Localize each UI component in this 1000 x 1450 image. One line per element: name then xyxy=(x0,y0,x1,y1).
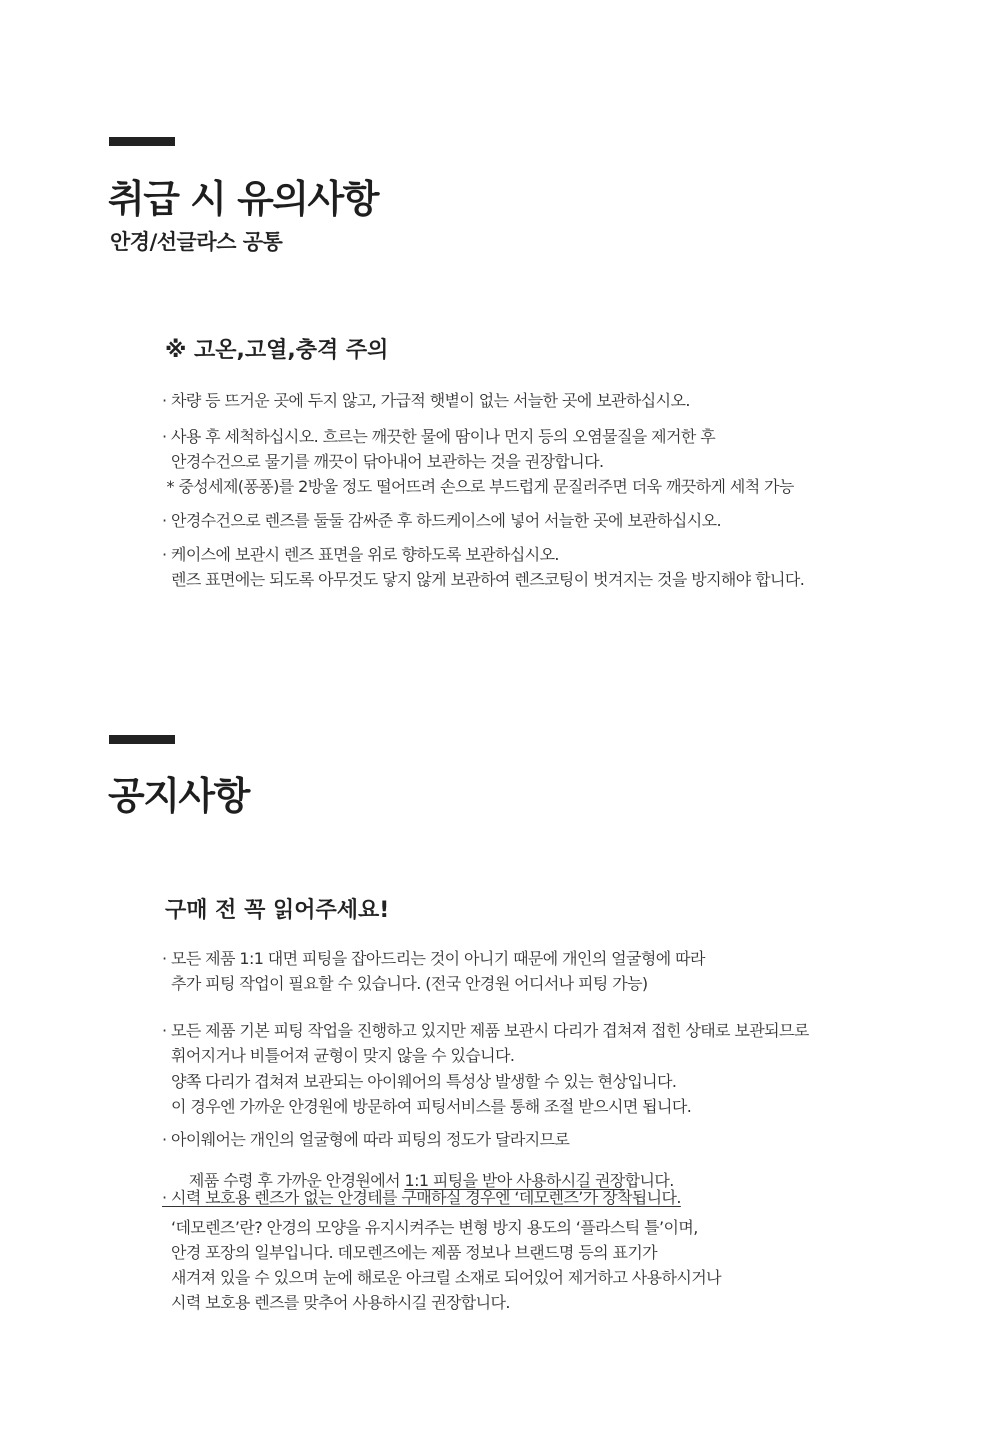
list-item: · 아이웨어는 개인의 얼굴형에 따라 피팅의 정도가 달라지므로 xyxy=(162,1130,570,1149)
handling-heading: ※ 고온,고열,충격 주의 xyxy=(165,338,389,363)
list-item: 이 경우엔 가까운 안경원에 방문하여 피팅서비스를 통해 조절 받으시면 됩니다. xyxy=(162,1097,692,1116)
list-item: · 모든 제품 1:1 대면 피팅을 잡아드리는 것이 아니기 때문에 개인의 얼굴형에 따라 xyxy=(162,949,705,968)
notice-title: 공지사항 xyxy=(108,774,249,818)
receipt-text-after: 합니다. xyxy=(624,1171,674,1190)
list-item: · 모든 제품 기본 피팅 작업을 진행하고 있지만 제품 보관시 다리가 겹쳐져 접힌 상태로 보관되므로 xyxy=(162,1021,809,1040)
list-item: 새겨져 있을 수 있으며 눈에 해로운 아크릴 소재로 되어있어 제거하고 사용하시거나 xyxy=(162,1268,721,1287)
list-item: 시력 보호용 렌즈를 맞추어 사용하시길 권장합니다. xyxy=(162,1293,510,1312)
section-divider-bar xyxy=(109,137,175,146)
list-item: · 케이스에 보관시 렌즈 표면을 위로 향하도록 보관하십시오. xyxy=(162,545,559,564)
list-item: · 사용 후 세척하십시오. 흐르는 깨끗한 물에 땀이나 먼지 등의 오염물질을 제거한 후 xyxy=(162,427,716,446)
section-divider-bar xyxy=(109,735,175,744)
fitting-recommendation-underlined: 1:1 피팅을 받아 사용하시길 권장 xyxy=(404,1171,625,1190)
handling-title: 취급 시 유의사항 xyxy=(108,177,378,221)
list-item: · 안경수건으로 렌즈를 둘둘 감싸준 후 하드케이스에 넣어 서늘한 곳에 보관하십시오. xyxy=(162,511,721,530)
list-item: 양쪽 다리가 겹쳐져 보관되는 아이웨어의 특성상 발생할 수 있는 현상입니다. xyxy=(162,1072,677,1091)
receipt-text-before: 제품 수령 후 가까운 안경원에서 xyxy=(179,1171,405,1190)
list-item: 휘어지거나 비틀어져 균형이 맞지 않을 수 있습니다. xyxy=(162,1046,515,1065)
handling-subtitle: 안경/선글라스 공통 xyxy=(110,230,283,254)
demo-lens-notice-underlined: · 시력 보호용 렌즈가 없는 안경테를 구매하실 경우엔 ‘데모렌즈’가 장착됩니다. xyxy=(162,1188,681,1207)
list-item: * 중성세제(퐁퐁)를 2방울 정도 떨어뜨려 손으로 부드럽게 문질러주면 더욱 깨끗하게 세척 가능 xyxy=(162,477,794,496)
list-item: · 차량 등 뜨거운 곳에 두지 않고, 가급적 햇볕이 없는 서늘한 곳에 보관하십시오. xyxy=(162,391,690,410)
list-item: 렌즈 표면에는 되도록 아무것도 닿지 않게 보관하여 렌즈코팅이 벗겨지는 것을 방지해야 합니다. xyxy=(162,570,805,589)
list-item: 안경 포장의 일부입니다. 데모렌즈에는 제품 정보나 브랜드명 등의 표기가 xyxy=(162,1243,658,1262)
list-item: ‘데모렌즈’란? 안경의 모양을 유지시켜주는 변형 방지 용도의 ‘플라스틱 틀’이며, xyxy=(162,1218,698,1237)
list-item: 추가 피팅 작업이 필요할 수 있습니다. (전국 안경원 어디서나 피팅 가능) xyxy=(162,974,648,993)
list-item: 안경수건으로 물기를 깨끗이 닦아내어 보관하는 것을 권장합니다. xyxy=(162,452,604,471)
notice-heading: 구매 전 꼭 읽어주세요! xyxy=(165,898,390,923)
